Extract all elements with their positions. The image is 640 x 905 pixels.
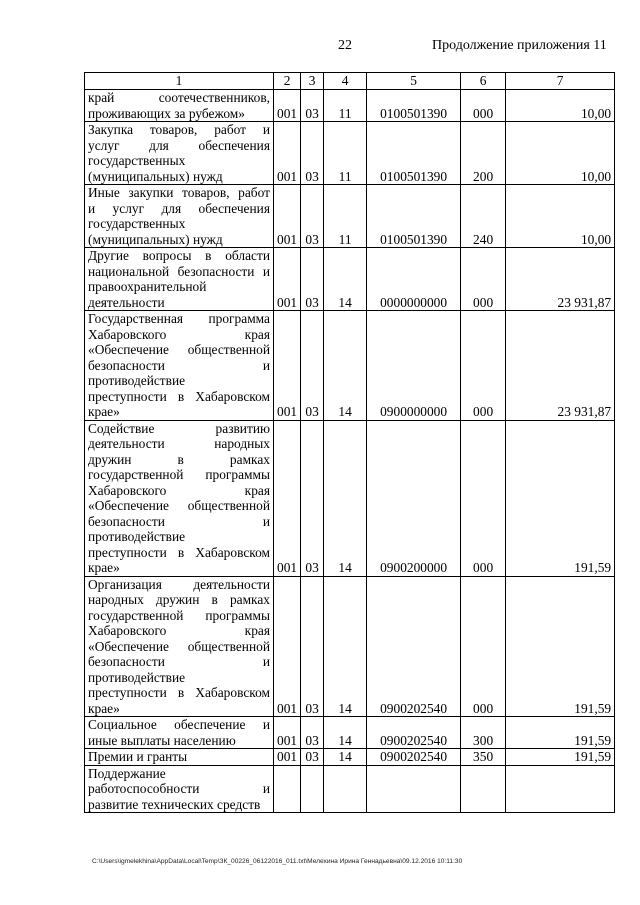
description-line: деятельности народных bbox=[88, 436, 270, 451]
admin-code-cell: 001 bbox=[274, 311, 301, 421]
description-line: развитие технических средств bbox=[88, 796, 261, 812]
description-line: национальной безопасности и bbox=[88, 263, 270, 279]
description-line: безопасности и bbox=[88, 513, 270, 529]
row-description bbox=[85, 765, 274, 813]
description-line: Организация деятельности bbox=[88, 576, 270, 592]
header-cell: 2 bbox=[274, 73, 301, 90]
amount-cell: 10,00 bbox=[506, 90, 615, 122]
section-code-cell: 03 bbox=[301, 576, 324, 717]
expense-type-cell: 000 bbox=[461, 311, 506, 421]
description-line: иные выплаты населению bbox=[88, 732, 236, 748]
page-number: 22 bbox=[338, 38, 352, 53]
subsection-code-cell: 11 bbox=[324, 185, 367, 248]
subsection-code-cell: 14 bbox=[324, 248, 367, 311]
subsection-code-cell: 14 bbox=[324, 749, 367, 766]
admin-code-cell: 001 bbox=[274, 717, 301, 749]
target-article-cell: 0900200000 bbox=[367, 420, 461, 576]
description-line: дружин в рамках bbox=[88, 451, 270, 467]
description-line: Хабаровского края bbox=[88, 326, 270, 342]
amount-cell: 10,00 bbox=[506, 122, 615, 185]
expense-type-cell: 000 bbox=[461, 248, 506, 311]
row-description bbox=[85, 576, 274, 717]
description-line: преступности в Хабаровском bbox=[88, 685, 270, 700]
description-line: Хабаровского края bbox=[88, 482, 270, 498]
expense-type-cell bbox=[461, 765, 506, 813]
description-line: преступности в Хабаровском bbox=[88, 544, 270, 560]
description-line: Иные закупки товаров, работ bbox=[88, 185, 270, 200]
subsection-code-cell: 11 bbox=[324, 122, 367, 185]
description-line: безопасности и bbox=[88, 357, 270, 373]
description-line: деятельности bbox=[88, 294, 165, 310]
header-cell: 6 bbox=[461, 73, 506, 90]
table-row bbox=[85, 420, 615, 576]
section-code-cell: 03 bbox=[301, 420, 324, 576]
header-cell: 1 bbox=[85, 73, 274, 90]
subsection-code-cell: 14 bbox=[324, 717, 367, 749]
section-code-cell: 03 bbox=[301, 248, 324, 311]
table-row bbox=[85, 311, 615, 421]
row-description bbox=[85, 248, 274, 311]
description-line: противодействие bbox=[88, 529, 186, 544]
table-header-row bbox=[85, 73, 615, 90]
target-article-cell: 0100501390 bbox=[367, 122, 461, 185]
expense-type-cell: 000 bbox=[461, 420, 506, 576]
row-description bbox=[85, 185, 274, 248]
description-line: крае» bbox=[88, 404, 120, 419]
table-row bbox=[85, 576, 615, 717]
description-line: государственных bbox=[88, 216, 186, 231]
expense-type-cell: 350 bbox=[461, 749, 506, 766]
description-line: крае» bbox=[88, 700, 120, 716]
amount-cell: 191,59 bbox=[506, 420, 615, 576]
table-row bbox=[85, 717, 615, 749]
description-line: противодействие bbox=[88, 669, 186, 685]
expense-type-cell: 000 bbox=[461, 90, 506, 122]
description-line: безопасности и bbox=[88, 654, 270, 669]
expense-type-cell: 240 bbox=[461, 185, 506, 248]
description-line: народных дружин в рамках bbox=[88, 592, 270, 607]
section-code-cell: 03 bbox=[301, 90, 324, 122]
header-cell: 5 bbox=[367, 73, 461, 90]
description-line: преступности в Хабаровском bbox=[88, 388, 270, 404]
description-line: государственной программы bbox=[88, 467, 270, 482]
description-line: Закупка товаров, работ и bbox=[88, 122, 270, 137]
admin-code-cell: 001 bbox=[274, 122, 301, 185]
admin-code-cell: 001 bbox=[274, 185, 301, 248]
description-line: крае» bbox=[88, 560, 120, 575]
amount-cell: 191,59 bbox=[506, 749, 615, 766]
expense-type-cell: 200 bbox=[461, 122, 506, 185]
section-code-cell: 03 bbox=[301, 717, 324, 749]
description-line: «Обеспечение общественной bbox=[88, 342, 270, 357]
amount-cell bbox=[506, 765, 615, 813]
description-line: проживающих за рубежом» bbox=[88, 105, 245, 121]
section-code-cell: 03 bbox=[301, 185, 324, 248]
description-line: услуг для обеспечения bbox=[88, 137, 270, 153]
description-line: Премии и гранты bbox=[88, 749, 188, 764]
table-row bbox=[85, 185, 615, 248]
admin-code-cell: 001 bbox=[274, 248, 301, 311]
row-description bbox=[85, 311, 274, 421]
description-line: государственных bbox=[88, 153, 186, 168]
description-line: (муниципальных) нужд bbox=[88, 168, 223, 184]
target-article-cell: 0900202540 bbox=[367, 576, 461, 717]
header-cell: 3 bbox=[301, 73, 324, 90]
expense-type-cell: 000 bbox=[461, 576, 506, 717]
target-article-cell: 0000000000 bbox=[367, 248, 461, 311]
description-line: Хабаровского края bbox=[88, 623, 270, 638]
subsection-code-cell: 14 bbox=[324, 420, 367, 576]
amount-cell: 10,00 bbox=[506, 185, 615, 248]
table-row bbox=[85, 248, 615, 311]
subsection-code-cell: 14 bbox=[324, 311, 367, 421]
target-article-cell bbox=[367, 765, 461, 813]
table-row bbox=[85, 122, 615, 185]
section-code-cell: 03 bbox=[301, 311, 324, 421]
amount-cell: 191,59 bbox=[506, 576, 615, 717]
description-line: правоохранительной bbox=[88, 279, 207, 294]
row-description bbox=[85, 420, 274, 576]
admin-code-cell: 001 bbox=[274, 90, 301, 122]
expense-type-cell: 300 bbox=[461, 717, 506, 749]
description-line: «Обеспечение общественной bbox=[88, 498, 270, 513]
description-line: край соотечественников, bbox=[88, 90, 270, 105]
admin-code-cell: 001 bbox=[274, 420, 301, 576]
table-row bbox=[85, 749, 615, 766]
footer-file-path: C:\Users\igmelekhina\AppData\Local\Temp\ЗК_00226_06122016_011.txt\Мелехина Ирина Геннадьевна\09.12.2016 10:11:30 bbox=[92, 858, 463, 865]
description-line: Государственная программа bbox=[88, 311, 270, 326]
description-line: «Обеспечение общественной bbox=[88, 638, 270, 654]
section-code-cell: 03 bbox=[301, 749, 324, 766]
description-line: (муниципальных) нужд bbox=[88, 231, 223, 247]
table-row bbox=[85, 90, 615, 122]
header-cell: 4 bbox=[324, 73, 367, 90]
description-line: Содействие развитию bbox=[88, 420, 270, 436]
target-article-cell: 0100501390 bbox=[367, 90, 461, 122]
description-line: и услуг для обеспечения bbox=[88, 200, 270, 216]
target-article-cell: 0100501390 bbox=[367, 185, 461, 248]
header-cell: 7 bbox=[506, 73, 615, 90]
subsection-code-cell: 14 bbox=[324, 576, 367, 717]
continuation-label: Продолжение приложения 11 bbox=[432, 38, 607, 53]
amount-cell: 191,59 bbox=[506, 717, 615, 749]
description-line: противодействие bbox=[88, 373, 186, 388]
row-description bbox=[85, 749, 274, 766]
description-line: Другие вопросы в области bbox=[88, 248, 270, 263]
description-line: государственной программы bbox=[88, 607, 270, 623]
section-code-cell: 03 bbox=[301, 122, 324, 185]
description-line: Социальное обеспечение и bbox=[88, 717, 270, 732]
target-article-cell: 0900202540 bbox=[367, 749, 461, 766]
admin-code-cell: 001 bbox=[274, 576, 301, 717]
subsection-code-cell bbox=[324, 765, 367, 813]
row-description bbox=[85, 90, 274, 122]
target-article-cell: 0900000000 bbox=[367, 311, 461, 421]
budget-table bbox=[84, 72, 615, 813]
description-line: Поддержание bbox=[88, 765, 166, 781]
table-row bbox=[85, 765, 615, 813]
section-code-cell bbox=[301, 765, 324, 813]
admin-code-cell: 001 bbox=[274, 749, 301, 766]
target-article-cell: 0900202540 bbox=[367, 717, 461, 749]
amount-cell: 23 931,87 bbox=[506, 248, 615, 311]
subsection-code-cell: 11 bbox=[324, 90, 367, 122]
row-description bbox=[85, 122, 274, 185]
row-description bbox=[85, 717, 274, 749]
amount-cell: 23 931,87 bbox=[506, 311, 615, 421]
admin-code-cell bbox=[274, 765, 301, 813]
description-line: работоспособности и bbox=[88, 781, 270, 796]
